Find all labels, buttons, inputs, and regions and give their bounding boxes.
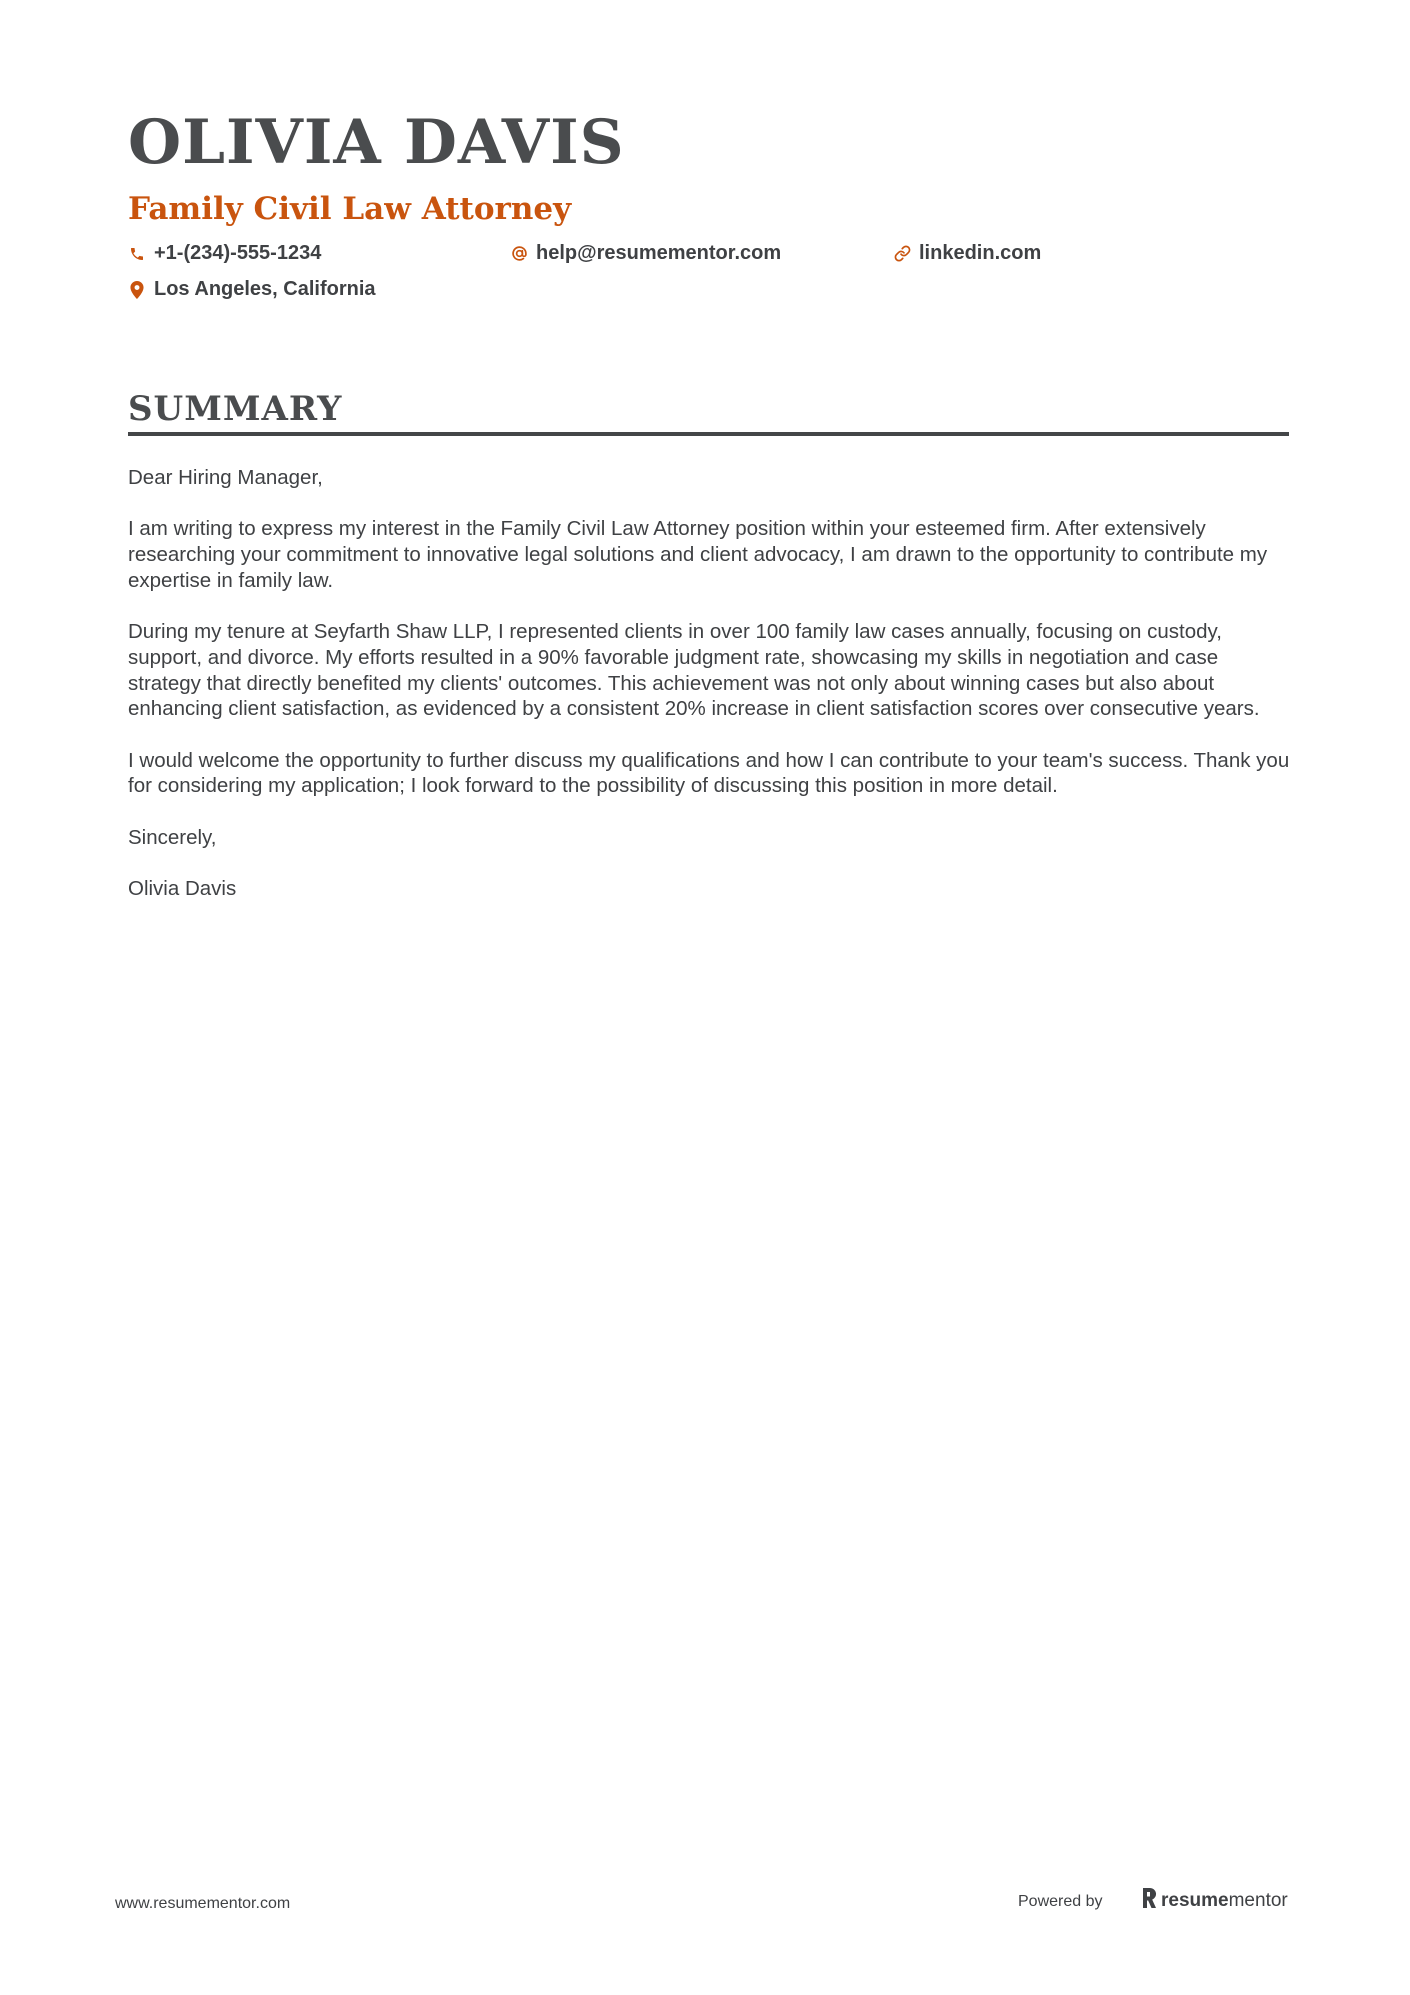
section-divider: [128, 432, 1289, 436]
footer-url[interactable]: www.resumementor.com: [115, 1895, 291, 1912]
email-text[interactable]: help@resumementor.com: [536, 242, 782, 264]
contact-location: [128, 278, 376, 301]
contact-linkedin: [893, 242, 1041, 265]
location-text: Los Angeles, California: [154, 278, 376, 300]
letter-signature: Olivia Davis: [128, 877, 237, 901]
letter-paragraph: I would welcome the opportunity to further discuss my qualifications and how I can contribute to your team's success. Thank you for considering my application; I look forward to the possibility of discussing this position in more detail.: [128, 748, 1290, 798]
phone-icon: [128, 244, 146, 264]
phone-text[interactable]: +1-(234)-555-1234: [154, 242, 322, 264]
letter-greeting: Dear Hiring Manager,: [128, 466, 323, 489]
powered-by-label: Powered by: [1018, 1893, 1103, 1910]
candidate-name: OLIVIA DAVIS: [128, 107, 625, 178]
brand-name-light: mentor: [1228, 1890, 1288, 1911]
brand-logo[interactable]: [1141, 1888, 1288, 1914]
letter-paragraph: During my tenure at Seyfarth Shaw LLP, I represented clients in over 100 family law cases annually, focusing on custody, support, and divorce. My efforts resulted in a 90% favorable judgment rate, showcasing my skills in negotiation and case strategy that directly benefited my clients' outcomes. This achievement was not only about winning cases but also about enhancing client satisfaction, as evidenced by a consistent 20% increase in client satisfaction scores over consecutive years.: [128, 620, 1260, 721]
at-sign-icon: [510, 244, 528, 264]
contact-email: [510, 242, 781, 265]
job-title: Family Civil Law Attorney: [128, 191, 572, 227]
linkedin-text[interactable]: linkedin.com: [919, 242, 1042, 264]
brand-name-bold: resume: [1161, 1890, 1229, 1911]
contact-phone: [128, 242, 321, 265]
link-icon: [893, 244, 911, 264]
resumementor-logo-icon: [1141, 1888, 1157, 1914]
section-title-summary: SUMMARY: [128, 389, 343, 429]
letter-body: [128, 465, 1293, 928]
letter-closing: Sincerely,: [128, 825, 217, 849]
map-pin-icon: [128, 280, 146, 300]
letter-paragraph: I am writing to express my interest in the Family Civil Law Attorney position within your esteemed firm. After extensively researching your commitment to innovative legal solutions and client advocacy, I am drawn to the opportunity to contribute my expertise in family law.: [128, 517, 1268, 592]
